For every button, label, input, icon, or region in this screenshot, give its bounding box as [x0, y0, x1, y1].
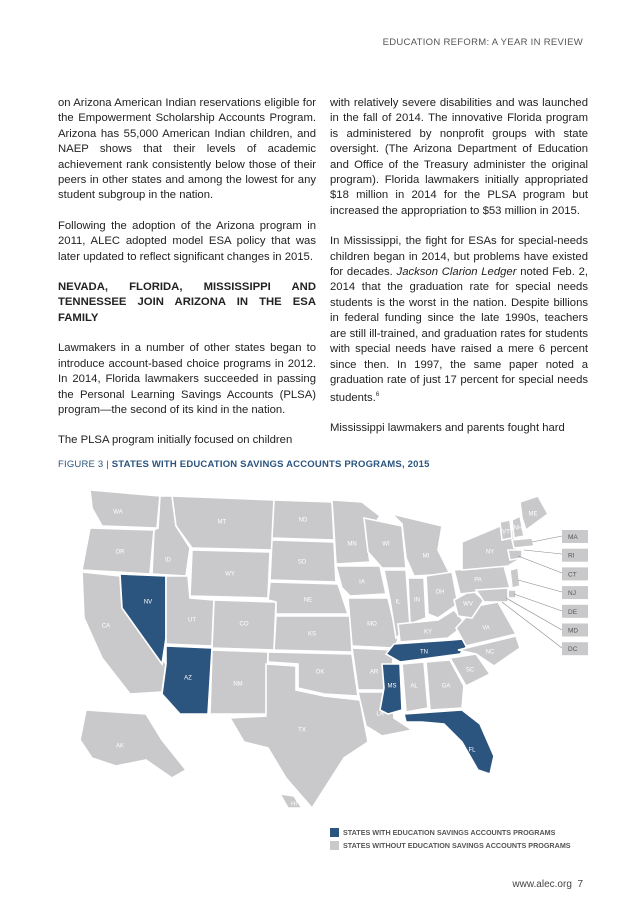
small-state-boxes — [562, 530, 588, 655]
state-wa — [90, 490, 160, 528]
small-state-label-ct: CT — [568, 571, 577, 579]
state-label-nv: NV — [143, 599, 153, 606]
state-label-in: IN — [414, 597, 420, 604]
state-label-ga: GA — [441, 683, 451, 690]
legend-item-without — [330, 839, 571, 851]
paragraph: Mississippi lawmakers and parents fought hard — [330, 422, 565, 435]
legend-swatch-non-esa — [330, 841, 339, 850]
legend-swatch-esa — [330, 828, 339, 837]
legend — [330, 826, 571, 852]
small-state-label-ri: RI — [568, 552, 575, 560]
state-label-ny: NY — [485, 549, 495, 556]
paragraph-text: noted Feb. 2, 2014 that the graduation rate for special needs students is the worst in the nation. Despite billions in federal funding since the late 1990s, teachers are still ill-trained, and graduation rates for students with special needs have raised a mere 6 percent since then. In 1997, the same paper noted a graduation rate of just 17 percent for special needs students. — [330, 266, 589, 405]
state-fl — [404, 710, 494, 774]
us-map — [62, 478, 592, 818]
figure-title — [58, 459, 430, 470]
state-label-pa: PA — [474, 577, 482, 584]
state-label-az: AZ — [184, 675, 192, 682]
small-state-label-dc: DC — [568, 646, 578, 654]
state-label-wy: WY — [225, 571, 235, 578]
state-label-ak: AK — [115, 743, 125, 750]
state-label-wv: WV — [463, 601, 473, 608]
paragraph — [330, 234, 588, 406]
small-state-label-nj: NJ — [568, 590, 576, 598]
state-label-co: CO — [239, 621, 249, 628]
state-label-ky: KY — [423, 629, 433, 636]
state-label-ok: OK — [315, 669, 325, 676]
source-name: Jackson Clarion Ledger — [396, 266, 517, 279]
state-label-oh: OH — [435, 589, 445, 596]
state-label-ut: UT — [188, 617, 196, 624]
paragraph: on Arizona American Indian reservations eligible for the Empowerment Scholarship Accounts Program. Arizona has 55,000 American Indian children, and NAEP shows that their levels of academic achievement rank consistently below those of their peers in other states and among the lowest for any student subgroup in the nation. — [58, 97, 316, 202]
small-state-label-de: DE — [568, 608, 578, 616]
page-number: 7 — [577, 879, 583, 890]
state-label-sd: SD — [297, 559, 307, 566]
state-label-mt: MT — [217, 519, 227, 526]
state-label-ne: NE — [303, 597, 313, 604]
state-label-mo: MO — [367, 621, 377, 628]
state-ak — [80, 710, 186, 778]
paragraph-text: In Mississippi, the fight for ESAs for special-needs children began in 2014, but problems have existed for decades. — [330, 235, 588, 279]
footer-url: www.alec.org — [512, 879, 572, 890]
figure-label: FIGURE 3 | — [58, 459, 109, 470]
state-label-nh: NH — [513, 525, 523, 532]
state-label-nm: NM — [233, 681, 243, 688]
right-column — [330, 96, 588, 452]
legend-item-with — [330, 826, 571, 838]
section-heading: NEVADA, FLORIDA, MISSISSIPPI AND TENNESSEE JOIN ARIZONA IN THE ESA FAMILY — [58, 281, 316, 324]
state-label-la: LA — [376, 711, 384, 718]
state-label-nd: ND — [298, 517, 308, 524]
legend-label-with: STATES WITH EDUCATION SAVINGS ACCOUNTS PROGRAMS — [343, 827, 556, 837]
small-state-box-ri — [562, 549, 588, 562]
state-label-al: AL — [410, 683, 418, 690]
left-column — [58, 96, 316, 464]
state-nj — [510, 568, 520, 588]
state-label-or: OR — [115, 549, 125, 556]
state-label-sc: SC — [465, 667, 475, 674]
paragraph: with relatively severe disabilities and was launched in the fall of 2014. The innovative Florida program is administered by nonprofit groups with state oversight. (The Arizona Department of Education and Office of the Treasury administer the original program). Florida lawmakers initially appropriated $18 million in 2014 for the PLSA program but increased the appropriation to $53 million in 2015. — [330, 97, 588, 217]
state-label-ia: IA — [359, 579, 365, 586]
paragraph: Following the adoption of the Arizona program in 2011, ALEC adopted model ESA policy that was later updated to reflect significant changes in 2015. — [58, 219, 316, 263]
page-footer — [512, 879, 583, 890]
state-label-id: ID — [165, 557, 171, 564]
state-label-il: IL — [395, 599, 401, 606]
state-ct — [508, 550, 522, 560]
state-shapes — [80, 490, 548, 808]
state-label-fl: FL — [468, 747, 476, 754]
state-label-me: ME — [528, 511, 538, 518]
state-label-nc: NC — [485, 649, 495, 656]
state-label-ar: AR — [369, 669, 379, 676]
state-label-tx: TX — [298, 727, 306, 734]
state-label-vt: VT — [502, 529, 510, 536]
small-state-label-md: MD — [568, 627, 579, 635]
state-label-mn: MN — [347, 541, 357, 548]
state-label-tn: TN — [420, 649, 428, 656]
footnote-marker: 6 — [375, 392, 380, 399]
state-label-mi: MI — [422, 553, 430, 560]
state-label-hi: HI — [291, 801, 297, 808]
state-label-va: VA — [482, 625, 490, 632]
state-label-ks: KS — [307, 631, 317, 638]
running-head: EDUCATION REFORM: A YEAR IN REVIEW — [382, 37, 583, 48]
paragraph: The PLSA program initially focused on children — [58, 434, 293, 447]
legend-label-without: STATES WITHOUT EDUCATION SAVINGS ACCOUNTS PROGRAMS — [343, 840, 571, 850]
state-label-wi: WI — [382, 541, 390, 548]
state-label-wa: WA — [113, 509, 123, 516]
paragraph: Lawmakers in a number of other states began to introduce account-based choice programs in 2012. In 2014, Florida lawmakers succeeded in passing the Personal Learning Savings Accounts (PLSA) program—the second of its kind in the nation. — [58, 342, 316, 416]
figure-title-text: STATES WITH EDUCATION SAVINGS ACCOUNTS PROGRAMS, 2015 — [111, 459, 430, 470]
state-label-ca: CA — [101, 623, 111, 630]
state-ma — [512, 538, 534, 548]
small-state-label-ma: MA — [568, 534, 578, 541]
state-label-ms: MS — [387, 683, 397, 690]
